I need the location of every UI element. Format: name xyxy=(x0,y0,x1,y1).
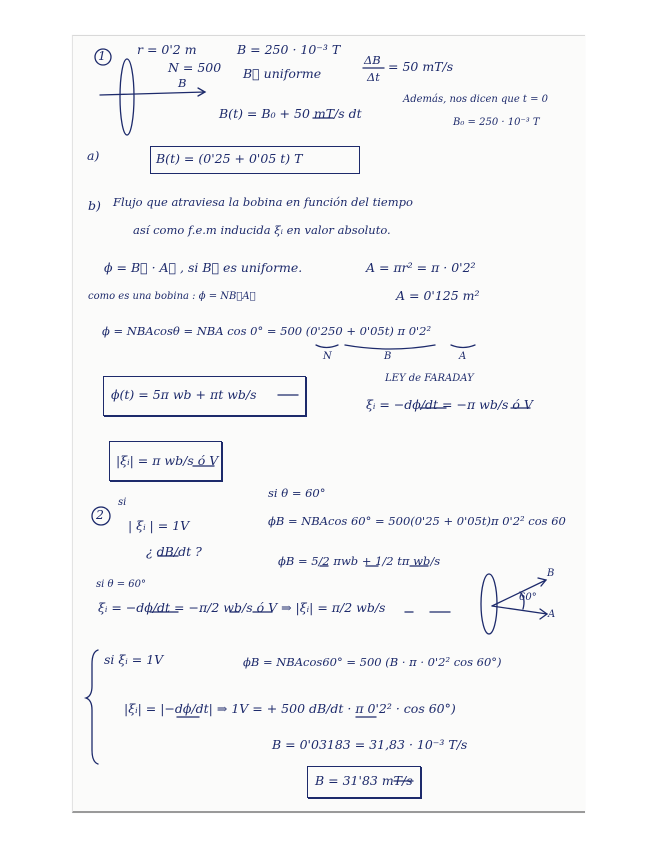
b-of-t-equation: B(t) = B₀ + 50 mT/s dt xyxy=(219,106,362,121)
initial-note: Además, nos dicen que t = 0 xyxy=(403,94,549,105)
delta-t: Δt xyxy=(367,70,380,84)
emf-equation: ξᵢ = −dϕ/dt = −π wb/s ó V xyxy=(366,397,533,412)
part-b-label: b) xyxy=(88,198,101,213)
b-vector-label: B xyxy=(178,76,187,90)
emf-abs: |ξᵢ| = π wb/s ó V xyxy=(116,453,219,468)
si-emf-one-volt: si ξᵢ = 1V xyxy=(104,652,164,667)
problem-2-number: 2 xyxy=(96,507,104,522)
part-b-line-2: así como f.e.m inducida ξᵢ en valor absoluto. xyxy=(133,223,391,237)
abs-emf-derivative: |ξᵢ| = |−dϕ/dt| ⇒ 1V = + 500 dB/dt · π 0'2² · cos 60°) xyxy=(124,701,456,716)
emf-problem-2: ξᵢ = −dϕ/dt = −π/2 wb/s ó V ⇒ |ξᵢ| = π/2 wb/s xyxy=(98,600,386,615)
area-formula: A = πr² = π · 0'2² xyxy=(366,260,476,275)
area-value: A = 0'125 m² xyxy=(396,288,480,303)
db-dt-question: ¿ dB/dt ? xyxy=(146,544,202,559)
brace-label-a: A xyxy=(459,351,467,362)
turns-value: N = 500 xyxy=(168,60,222,75)
delta-b: ΔB xyxy=(364,53,381,67)
flux-calculation: ϕ = NBAcosθ = NBA cos 0° = 500 (0'250 + 0'05t) π 0'2² xyxy=(102,324,432,338)
b0-value: B₀ = 250 · 10⁻³ T xyxy=(453,117,540,128)
emf-one-volt: | ξᵢ | = 1V xyxy=(128,518,190,533)
vector-b-label: B xyxy=(547,568,555,579)
rate-value: = 50 mT/s xyxy=(388,59,454,74)
brace-label-n: N xyxy=(323,351,332,362)
part-b-line-1: Flujo que atraviesa la bobina en función del tiempo xyxy=(113,195,413,209)
b-constant: B = 250 · 10⁻³ T xyxy=(237,42,341,57)
theta-condition-2: si θ = 60° xyxy=(96,579,146,590)
angle-label: 60° xyxy=(519,592,537,603)
part-a-label: a) xyxy=(87,148,100,163)
b-uniform: B⃗ uniforme xyxy=(243,66,322,81)
brace-label-b: B xyxy=(384,351,392,362)
theta-condition: si θ = 60° xyxy=(268,486,326,500)
flux-b-with-b: ϕB = NBAcos60° = 500 (B · π · 0'2² cos 60°) xyxy=(243,655,502,669)
radius-value: r = 0'2 m xyxy=(137,42,197,57)
flux-definition: ϕ = B⃗ · A⃗ , si B⃗ es uniforme. xyxy=(104,260,303,275)
final-answer: B = 31'83 mT/s xyxy=(315,773,413,788)
flux-b-simplified: ϕB = 5/2 πwb + 1/2 tπ wb/s xyxy=(278,554,441,568)
part-a-answer: B(t) = (0'25 + 0'05 t) T xyxy=(156,151,303,166)
faraday-law-title: LEY de FARADAY xyxy=(385,373,474,384)
flux-b-equation: ϕB = NBAcos 60° = 500(0'25 + 0'05t)π 0'2² cos 60 xyxy=(268,514,566,528)
b-rate-result: B = 0'03183 = 31,83 · 10⁻³ T/s xyxy=(272,737,468,752)
vector-a-label: A xyxy=(548,609,556,620)
coil-flux: como es una bobina : ϕ = NB⃗A⃗ xyxy=(88,291,256,302)
problem-1-number: 1 xyxy=(98,48,106,63)
si-word: si xyxy=(118,497,127,508)
flux-of-t: ϕ(t) = 5π wb + πt wb/s xyxy=(111,387,257,402)
